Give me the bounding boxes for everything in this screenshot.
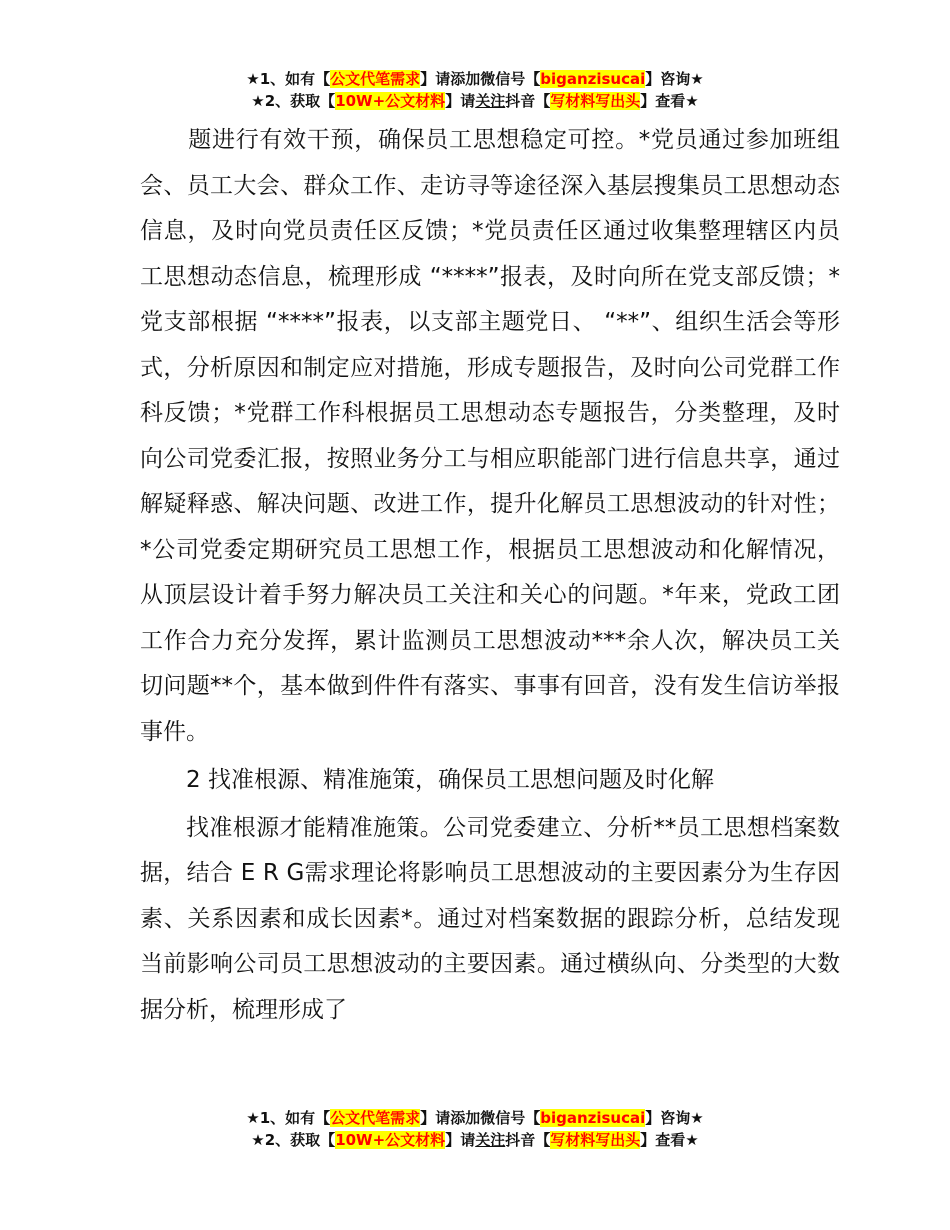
- banner-text: 抖音【: [505, 92, 551, 110]
- banner-text: 】查看★: [640, 1131, 699, 1149]
- header-banner: [0, 68, 950, 112]
- banner-line-2: [0, 90, 950, 112]
- section-heading-2: 2 找准根源、精准施策，确保员工思想问题及时化解: [186, 767, 714, 793]
- banner-text: 抖音【: [505, 1131, 551, 1149]
- document-body: [140, 118, 840, 1033]
- banner-text: 】请: [445, 1131, 476, 1149]
- banner-line-1: [0, 1107, 950, 1129]
- banner-text: ★2、获取【: [251, 1131, 336, 1149]
- banner-highlight-wechat-id: biganzisucai: [540, 70, 646, 88]
- banner-text: ★2、获取【: [251, 92, 336, 110]
- banner-highlight: 公文代笔需求: [330, 70, 421, 88]
- paragraph-1: 题进行有效干预，确保员工思想稳定可控。*党员通过参加班组会、员工大会、群众工作、走访寻等途径深入基层搜集员工思想动态信息，及时向党员责任区反馈；*党员责任区通过收集整理辖区内员工思想动态信息，梳理形成 “****”报表，及时向所在党支部反馈；*党支部根据 “****”报表，以支部主题党日、 “**”、组织生活会等形式，分析原因和制定应对措施，形成专题报告，及时向公司党群工作科反馈；*党群工作科根据员工思想动态专题报告，分类整理，及时向公司党委汇报，按照业务分工与相应职能部门进行信息共享，通过解疑释惑、解决问题、改进工作，提升化解员工思想波动的针对性；*公司党委定期研究员工思想工作，根据员工思想波动和化解情况，从顶层设计着手努力解决员工关注和关心的问题。*年来，党政工团工作合力充分发挥，累计监测员工思想波动***余人次，解决员工关切问题**个，基本做到件件有落实、事事有回音，没有发生信访举报事件。: [140, 127, 840, 745]
- banner-text: 】咨询★: [645, 70, 704, 88]
- banner-highlight-wechat-id: biganzisucai: [540, 1109, 646, 1127]
- banner-line-2: [0, 1129, 950, 1151]
- banner-highlight-account: 写材料写出头: [550, 1131, 641, 1149]
- banner-text: ★1、如有【: [246, 70, 331, 88]
- banner-text: 】请: [445, 92, 476, 110]
- banner-text: ★1、如有【: [246, 1109, 331, 1127]
- banner-underlined: 关注: [475, 92, 506, 110]
- banner-text: 】请添加微信号【: [420, 1109, 541, 1127]
- footer-banner: [0, 1107, 950, 1151]
- banner-line-1: [0, 68, 950, 90]
- banner-text: 】查看★: [640, 92, 699, 110]
- banner-highlight-account: 写材料写出头: [550, 92, 641, 110]
- banner-text: 】咨询★: [645, 1109, 704, 1127]
- banner-highlight: 公文代笔需求: [330, 1109, 421, 1127]
- paragraph-2: 找准根源才能精准施策。公司党委建立、分析**员工思想档案数据，结合 E R G需求理论将影响员工思想波动的主要因素分为生存因素、关系因素和成长因素*。通过对档案数据的跟踪分析，总结发现当前影响公司员工思想波动的主要因素。通过横纵向、分类型的大数据分析，梳理形成了: [140, 814, 840, 1023]
- banner-highlight: 10W+公文材料: [335, 1131, 446, 1149]
- banner-underlined: 关注: [475, 1131, 506, 1149]
- banner-text: 】请添加微信号【: [420, 70, 541, 88]
- banner-highlight: 10W+公文材料: [335, 92, 446, 110]
